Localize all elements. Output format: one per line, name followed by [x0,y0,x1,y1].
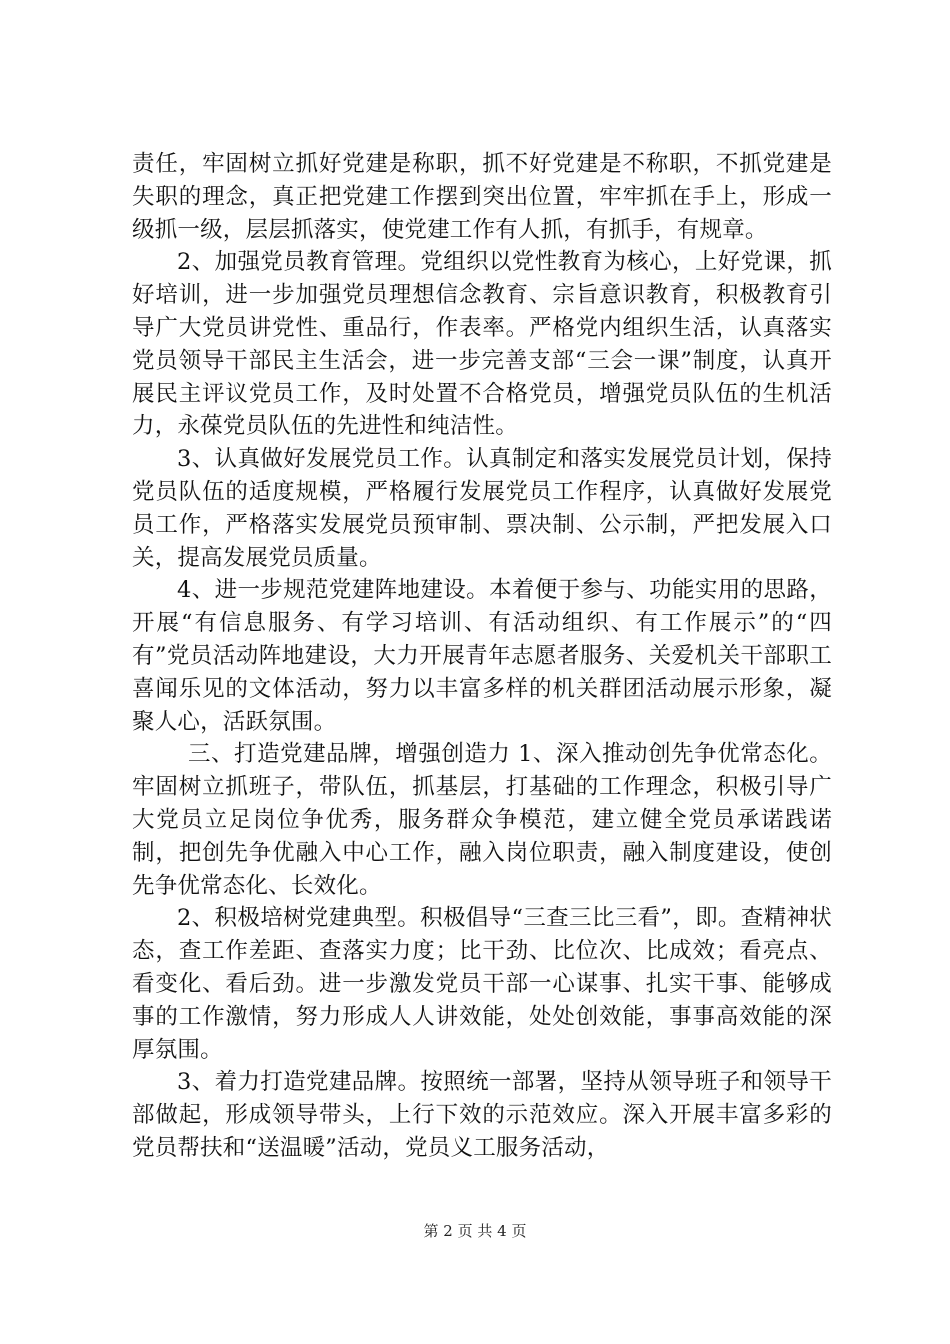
paragraph-member-development: 3、认真做好发展党员工作。认真制定和落实发展党员计划，保持党员队伍的适度规模，严格履行发展党员工作程序，认真做好发展党员工作，严格落实发展党员预审制、票决制、公示制，严把发展入口关，提高发展党员质量。 [132,446,832,571]
paragraph-party-member-education: 2、加强党员教育管理。党组织以党性教育为核心，上好党课，抓好培训，进一步加强党员理想信念教育、宗旨意识教育，积极教育引导广大党员讲党性、重品行，作表率。严格党内组织生活，认真落实党员领导干部民主生活会，进一步完善支部“三会一课”制度，认真开展民主评议党员工作，及时处置不合格党员，增强党员队伍的生机活力，永葆党员队伍的先进性和纯洁性。 [132,249,832,440]
document-body [132,148,832,1165]
page-footer: 第 2 页 共 4 页 [423,1222,527,1240]
paragraph-continued: 责任，牢固树立抓好党建是称职，抓不好党建是不称职，不抓党建是失职的理念，真正把党建工作摆到突出位置，牢牢抓在手上，形成一级抓一级，层层抓落实，使党建工作有人抓，有抓手，有规章。 [132,151,832,243]
paragraph-party-brand: 3、着力打造党建品牌。按照统一部署，坚持从领导班子和领导干部做起，形成领导带头，上行下效的示范效应。深入开展丰富多彩的党员帮扶和“送温暖”活动，党员义工服务活动， [132,1069,832,1161]
paragraph-position-building: 4、进一步规范党建阵地建设。本着便于参与、功能实用的思路，开展“有信息服务、有学习培训、有活动组织、有工作展示”的“四有”党员活动阵地建设，大力开展青年志愿者服务、关爱机关干部职工喜闻乐见的文体活动，努力以丰富多样的机关群团活动展示形象，凝聚人心，活跃氛围。 [132,577,832,735]
paragraph-section-three: 三、打造党建品牌，增强创造力 1、深入推动创先争优常态化。牢固树立抓班子，带队伍，抓基层，打基础的工作理念，积极引导广大党员立足岗位争优秀，服务群众争模范，建立健全党员承诺践诺制，把创先争优融入中心工作，融入岗位职责，融入制度建设，使创先争优常态化、长效化。 [132,741,832,899]
paragraph-party-models: 2、积极培树党建典型。积极倡导“三查三比三看”，即。查精神状态，查工作差距、查落实力度；比干劲、比位次、比成效；看亮点、看变化、看后劲。进一步激发党员干部一心谋事、扎实干事、能够成事的工作激情，努力形成人人讲效能，处处创效能，事事高效能的深厚氛围。 [132,905,832,1063]
